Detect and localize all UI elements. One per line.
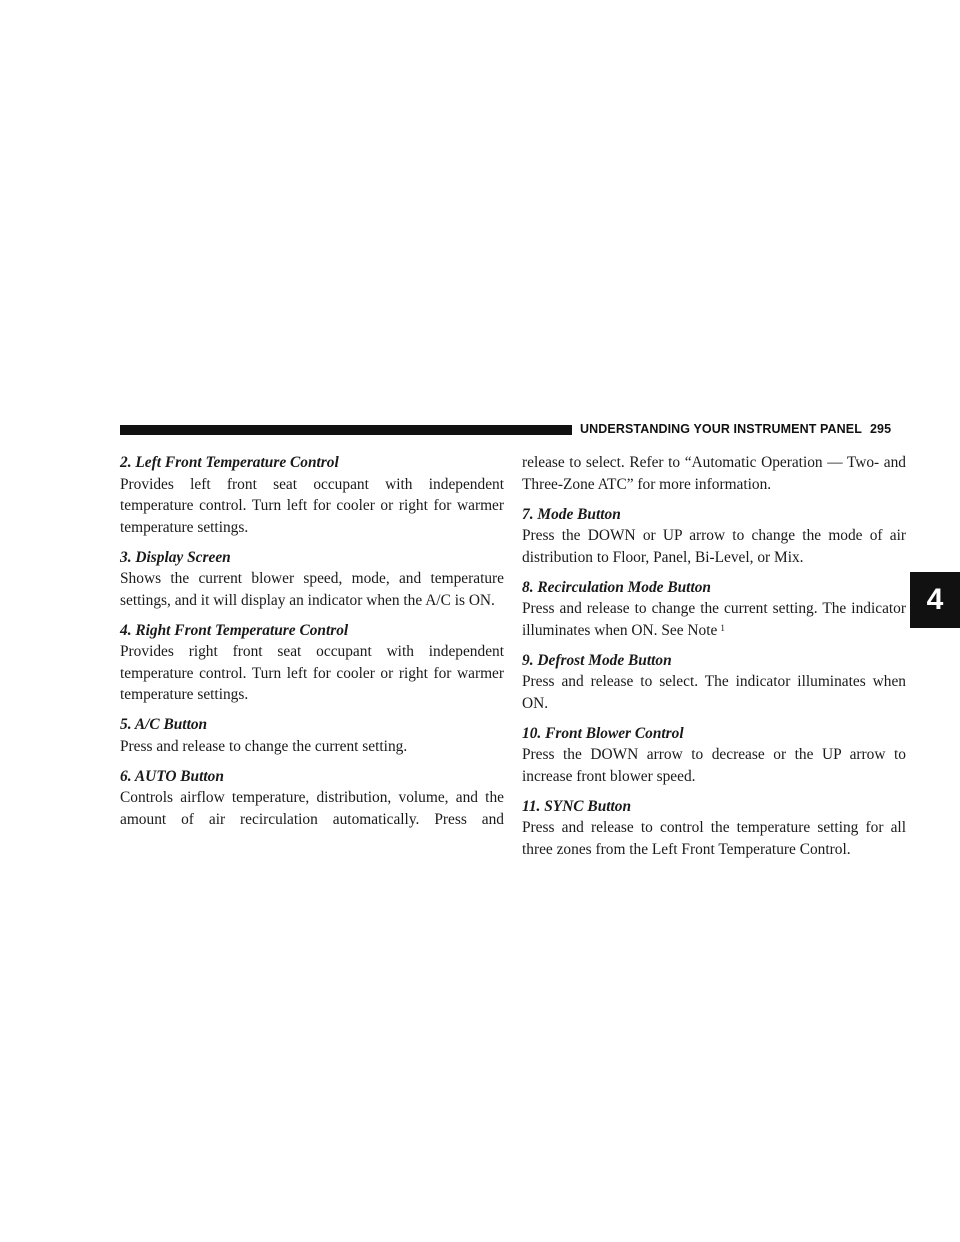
right-column [522,452,906,869]
chapter-tab: 4 [910,572,960,628]
section-heading: 3. Display Screen [120,548,231,566]
section-front-blower-control [522,723,906,788]
note-reference: 1 [720,622,725,633]
section-body: Press and release to control the temperature setting for all three zones from the Left Front Temperature Control. [522,819,906,858]
section-body [522,598,906,641]
page-number: 295 [869,422,892,436]
section-heading: 7. Mode Button [522,505,621,523]
section-body: Provides right front seat occupant with independent temperature control. Turn left for cooler or right for warmer temperature settings. [120,643,504,703]
section-heading: 10. Front Blower Control [522,724,684,742]
section-body: Provides left front seat occupant with independent temperature control. Turn left for cooler or right for warmer temperature settings. [120,475,504,536]
section-heading: 9. Defrost Mode Button [522,651,672,669]
section-body: Shows the current blower speed, mode, and temperature settings, and it will display an indicator when the A/C is ON. [120,570,504,609]
section-heading: 8. Recirculation Mode Button [522,578,711,596]
section-left-front-temperature-control [120,452,504,538]
section-heading: 4. Right Front Temperature Control [120,621,349,639]
section-sync-button [522,796,906,861]
section-body: Press and release to change the current setting. [120,737,408,755]
section-right-front-temperature-control [120,620,504,706]
section-recirculation-mode-button [522,577,906,642]
section-body: Controls airflow temperature, distribution, volume, and the amount of air recirculation automatically. Press and [120,789,504,828]
section-body: Press the DOWN or UP arrow to change the mode of air distribution to Floor, Panel, Bi-Level, or Mix. [522,527,906,566]
section-auto-button-continued [522,452,906,495]
section-display-screen [120,547,504,612]
left-column [120,452,504,839]
section-mode-button [522,504,906,569]
section-ac-button [120,714,504,757]
running-header [580,422,891,436]
section-heading: 11. SYNC Button [522,797,632,815]
section-body: Press the DOWN arrow to decrease or the UP arrow to increase front blower speed. [522,746,906,785]
section-body-continued: release to select. Refer to “Automatic Operation — Two- and Three-Zone ATC” for more information. [522,454,906,493]
section-body: Press and release to select. The indicator illuminates when ON. [522,673,906,712]
section-defrost-mode-button [522,650,906,715]
section-body-text: Press and release to change the current setting. The indicator illuminates when ON. See Note [522,600,906,639]
section-heading: 5. A/C Button [120,716,208,733]
section-auto-button [120,766,504,831]
header-rule [120,425,572,435]
section-heading: 6. AUTO Button [120,767,224,785]
header-title: UNDERSTANDING YOUR INSTRUMENT PANEL [580,422,862,436]
section-heading: 2. Left Front Temperature Control [120,454,339,471]
